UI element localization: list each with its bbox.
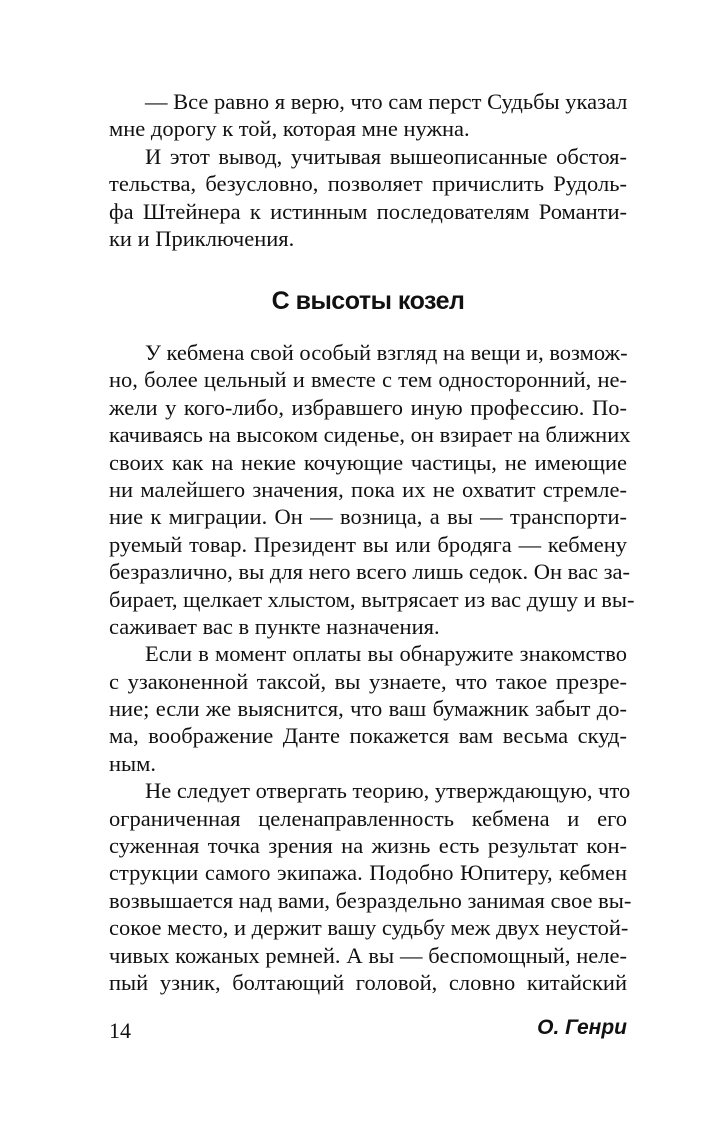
page-number: 14: [109, 1018, 131, 1043]
text-line: ние к миграции. Он — возница, а вы — транспорти-: [109, 504, 627, 530]
text-line: Если в момент оплаты вы обнаружите знакомство: [145, 641, 627, 667]
text-line: фа Штейнера к истинным последователям Романти-: [109, 198, 627, 224]
text-line: саживает вас в пункте назначения.: [109, 613, 440, 639]
text-line: ни малейшего значения, пока их не охватит стремле-: [109, 476, 627, 502]
text-line: но, более цельный и вместе с тем односторонний, не-: [109, 367, 627, 393]
text-line: с узаконенной таксой, вы узнаете, что такое презре-: [109, 668, 627, 694]
text-line: жели у кого-либо, избравшего иную профессию. По-: [109, 394, 627, 420]
text-line: руемый товар. Президент вы или бродяга — кебмену: [109, 531, 627, 557]
text-line: сокое место, и держит вашу судьбу меж двух неустой-: [109, 915, 629, 941]
chapter-heading: С высоты козел: [271, 287, 465, 315]
text-line: чивых кожаных ремней. А вы — беспомощный, неле-: [109, 942, 627, 968]
text-line: ние; если же выяснится, что ваш бумажник забыт до-: [109, 696, 627, 722]
text-line: У кебмена свой особый взгляд на вещи и, возмож-: [145, 340, 628, 365]
text-line: мне дорогу к той, которая мне нужна.: [109, 116, 470, 142]
text-line: ограниченная целенаправленность кебмена и его: [109, 805, 627, 831]
text-line: безразлично, вы для него всего лишь седок. Он вас за-: [109, 559, 630, 585]
text-line: бирает, щелкает хлыстом, вытрясает из вас душу и вы-: [109, 586, 635, 612]
text-line: пый узник, болтающий головой, словно китайский: [109, 969, 627, 995]
running-footer-author: О. Генри: [537, 1016, 627, 1039]
text-line: И этот вывод, учитывая вышеописанные обстоя-: [145, 143, 627, 169]
top-text-block: [109, 88, 627, 252]
text-line: суженная точка зрения на жизнь есть результат кон-: [109, 833, 627, 859]
text-line: ным.: [109, 750, 157, 776]
text-line: струкции самого экипажа. Подобно Юпитеру, кебмен: [109, 860, 627, 886]
text-line: тельства, безусловно, позволяет причислить Рудоль-: [109, 171, 627, 197]
text-line: ма, воображение Данте покажется вам весьма скуд-: [109, 723, 627, 749]
body-text-block: [109, 339, 635, 996]
text-line: Не следует отвергать теорию, утверждающую, что: [145, 778, 631, 804]
text-line: ки и Приключения.: [109, 225, 295, 251]
text-line: своих как на некие кочующие частицы, не имеющие: [109, 449, 627, 475]
text-line: — Все равно я верю, что сам перст Судьбы указал: [145, 89, 628, 114]
text-line: качиваясь на высоком сиденье, он взирает на ближних: [109, 422, 631, 448]
text-line: возвышается над вами, безраздельно занимая свое вы-: [109, 887, 632, 913]
